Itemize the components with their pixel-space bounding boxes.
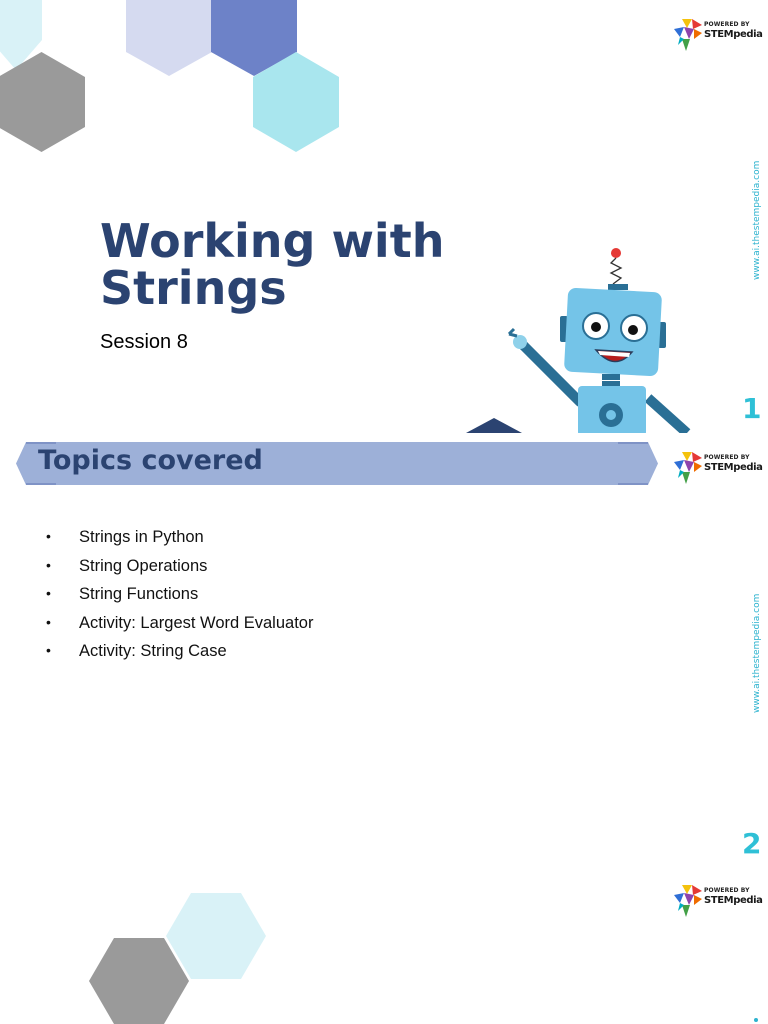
title-slide bbox=[0, 0, 768, 433]
stempedia-logo bbox=[672, 450, 763, 486]
hexagon-aqua bbox=[253, 52, 339, 152]
powered-by-text: POWERED BY bbox=[704, 21, 750, 28]
robot-illustration bbox=[462, 240, 702, 433]
stempedia-logo bbox=[672, 883, 763, 919]
vertical-url: www.ai.thestempedia.com bbox=[752, 160, 762, 280]
page-number: 2 bbox=[742, 827, 762, 860]
powered-by-text: POWERED BY bbox=[704, 887, 750, 894]
hexagon-gray bbox=[89, 938, 189, 1024]
vertical-url: www.ai.thestempedia.com bbox=[752, 593, 762, 713]
vertical-url-fragment bbox=[753, 1016, 759, 1024]
topics-heading: Topics covered bbox=[38, 445, 263, 476]
stempedia-logo-icon bbox=[672, 17, 706, 53]
slide-subtitle: Session 8 bbox=[100, 331, 188, 353]
slide-title: Working with Strings bbox=[100, 214, 445, 315]
stempedia-logo-icon bbox=[672, 883, 706, 919]
next-slide-partial bbox=[0, 866, 768, 1024]
brand-name: STEMpedia bbox=[704, 462, 763, 473]
brand-name: STEMpedia bbox=[704, 895, 763, 906]
hexagon-gray bbox=[0, 52, 85, 152]
hexagon-lavender bbox=[126, 0, 212, 76]
brand-name: STEMpedia bbox=[704, 29, 763, 40]
topics-slide: Topics covered POWERED BY STEMpedia • Strings in Python • String Operations • String Functions • Activity: Largest Word Evaluator • Activity: String Case www.ai.thestempedia.com 2 bbox=[0, 433, 768, 866]
page-number: 1 bbox=[742, 392, 762, 425]
stempedia-logo-icon bbox=[672, 450, 706, 486]
powered-by-text: POWERED BY bbox=[704, 454, 750, 461]
stempedia-logo bbox=[672, 17, 763, 53]
